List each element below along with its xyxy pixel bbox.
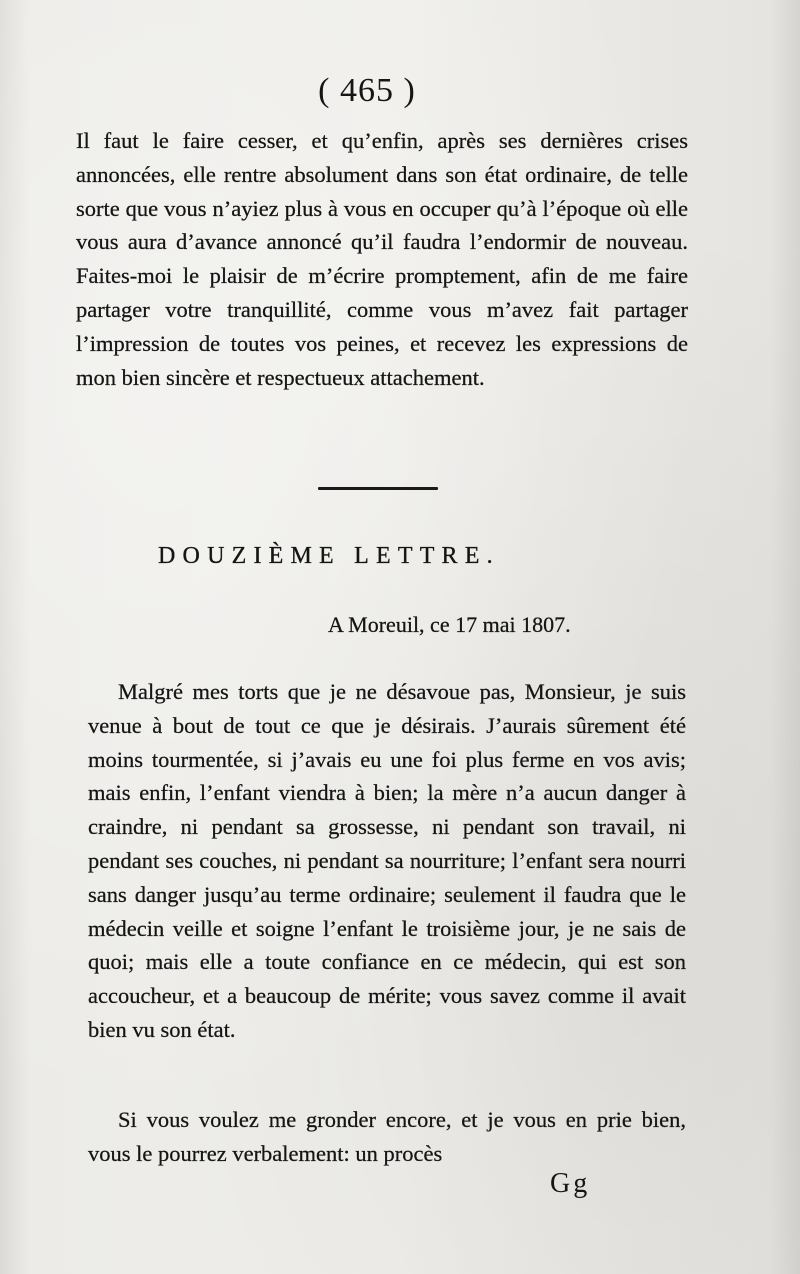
section-divider bbox=[318, 487, 438, 490]
letter-heading: DOUZIÈME LETTRE. bbox=[158, 543, 500, 569]
letter-continuation-paragraph: Si vous voulez me gronder encore, et je vous en prie bien, vous le pourrez verbalement: un procès bbox=[88, 1107, 686, 1166]
closing-paragraph: Il faut le faire cesser, et qu’enfin, après ses dernières crises annoncées, elle rentre absolument dans son état ordinaire, de telle sorte que vous n’ayiez plus à vous en occuper qu’à l’époque où elle vous aura d’avance annoncé qu’il faudra l’endormir de nouveau. Faites-moi le plaisir de m’écrire promptement, afin de me faire partager votre tranquillité, comme vous m’avez fait partager l’impression de toutes vos peines, et recevez les expressions de mon bien sincère et respectueux attachement. bbox=[76, 128, 688, 390]
letter-body-paragraph: Malgré mes torts que je ne désavoue pas, Monsieur, je suis venue à bout de tout ce que je désirais. J’aurais sûrement été moins tourmentée, si j’avais eu une foi plus ferme en vos avis; mais enfin, l’enfant viendra à bien; la mère n’a aucun danger à craindre, ni pendant sa grossesse, ni pendant son travail, ni pendant ses couches, ni pendant sa nourriture; l’enfant sera nourri sans danger jusqu’au terme ordinaire; seulement il faudra que le médecin veille et soigne l’enfant le troisième jour, je ne sais de quoi; mais elle a toute confiance en ce médecin, qui est son accoucheur, et a beaucoup de mérite; vous savez comme il avait bien vu son état. bbox=[88, 679, 686, 1042]
letter-dateline: A Moreuil, ce 17 mai 1807. bbox=[328, 612, 571, 637]
page-number: ( 465 ) bbox=[318, 72, 416, 109]
signature-mark: Gg bbox=[550, 1168, 591, 1199]
